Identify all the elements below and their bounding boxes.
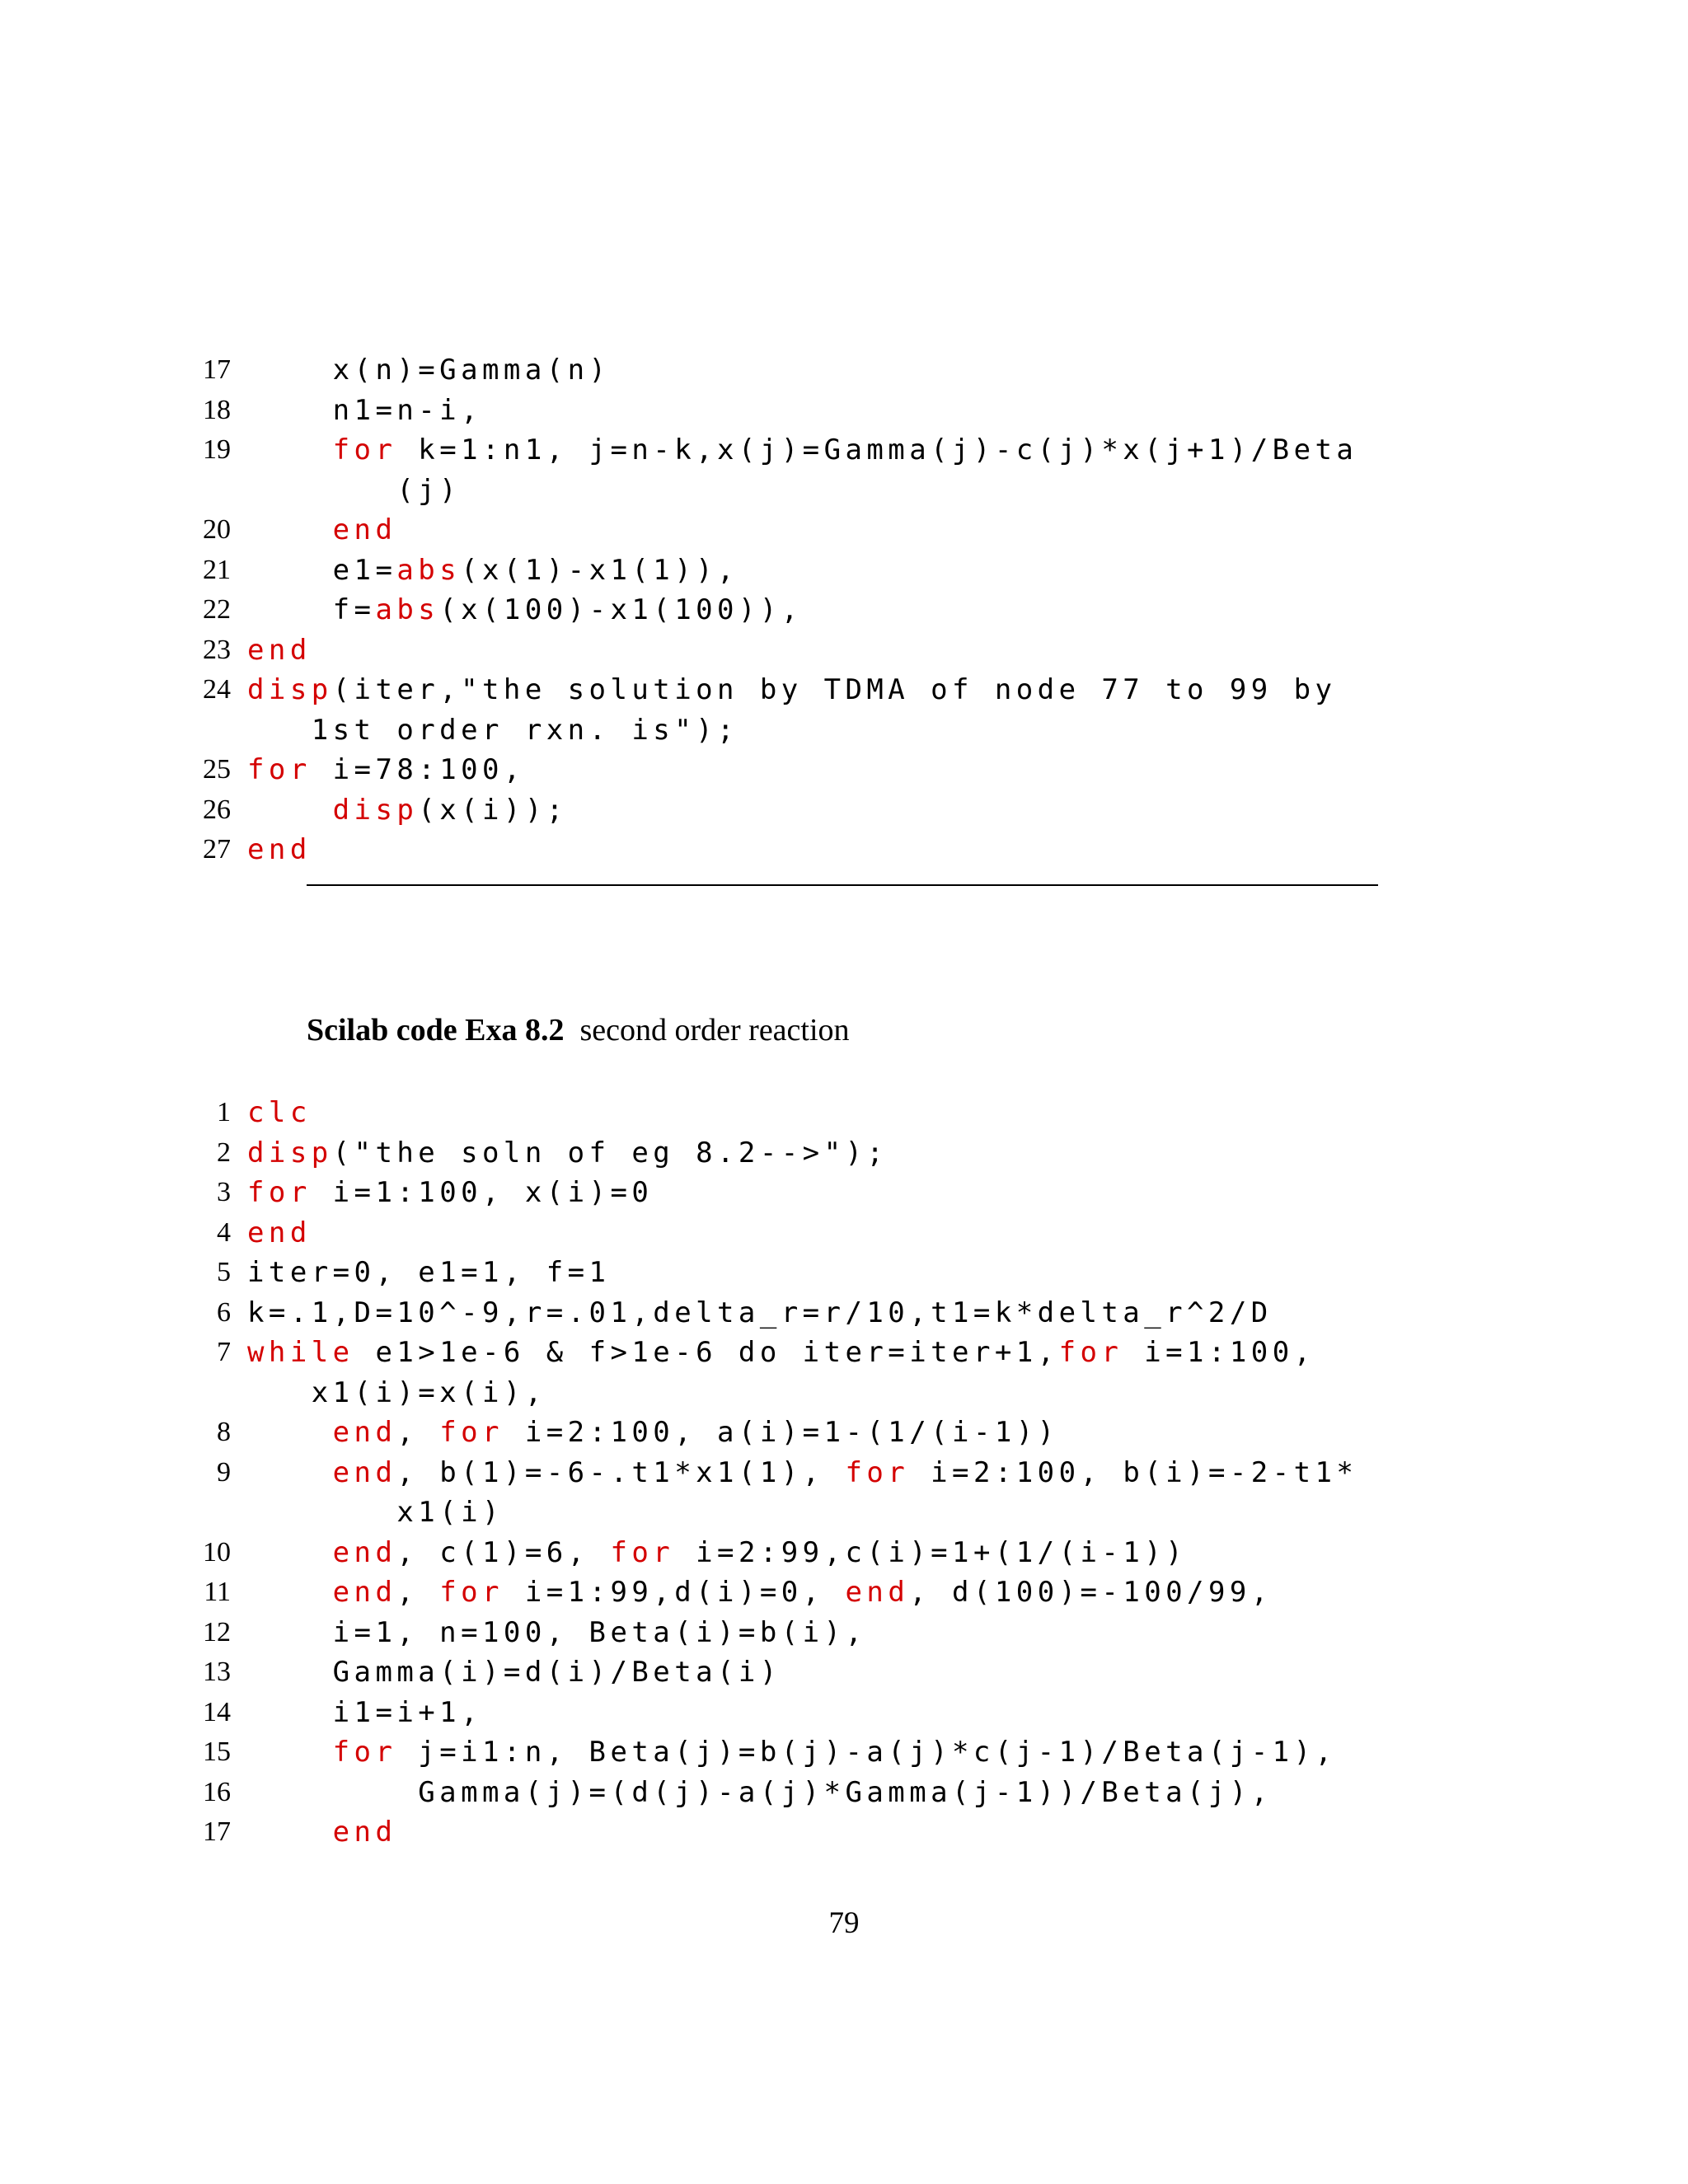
line-number: 15 [203, 1736, 231, 1767]
code-line [203, 1533, 1401, 1573]
code-text [247, 1736, 333, 1769]
code-text: iter=0, e1=1, f=1 [247, 1256, 611, 1289]
code-text: , d(100)=-100/99, [909, 1576, 1273, 1609]
code-line [203, 1732, 1401, 1773]
code-line [204, 1572, 1401, 1613]
line-number: 21 [203, 554, 231, 585]
code-line [203, 510, 1401, 551]
code-keyword: for [332, 434, 397, 466]
code-line [203, 1652, 1401, 1693]
code-keyword: for [247, 1176, 312, 1209]
code-keyword: for [1058, 1336, 1123, 1369]
line-number: 20 [203, 514, 231, 545]
line-number: 17 [203, 1816, 231, 1847]
line-number: 6 [217, 1296, 231, 1328]
code-text: (x(100)-x1(100)), [439, 593, 803, 626]
code-line [203, 1773, 1401, 1813]
line-number: 11 [204, 1577, 231, 1607]
code-line [217, 1453, 1401, 1493]
line-number: 8 [217, 1417, 231, 1447]
listing-rule [307, 884, 1378, 886]
code-line [247, 710, 1401, 751]
code-text: , b(1)=-6-.t1*x1(1), [396, 1455, 846, 1489]
line-number: 1 [217, 1097, 231, 1127]
line-number: 17 [203, 354, 231, 385]
code-text: i=1:100, [1123, 1336, 1315, 1369]
code-keyword: for [332, 1736, 397, 1769]
code-line [203, 630, 1401, 671]
code-text: x1(i)=x(i), [247, 1376, 546, 1409]
code-line [203, 1613, 1401, 1653]
page-number: 79 [828, 1906, 860, 1940]
code-line [217, 1413, 1401, 1453]
code-text: Gamma(i)=d(i)/Beta(i) [247, 1656, 781, 1689]
code-line [217, 1133, 1401, 1174]
code-text: x1(i) [247, 1496, 504, 1529]
code-text: e1= [247, 553, 397, 587]
code-line [203, 350, 1401, 391]
code-keyword: disp [247, 673, 333, 706]
line-number: 27 [203, 834, 231, 865]
line-number: 4 [217, 1216, 231, 1248]
code-keyword: end [332, 1416, 397, 1449]
listing-heading-label: Scilab code Exa 8.2 [307, 1013, 565, 1047]
line-number: 26 [203, 794, 231, 825]
code-line [217, 1213, 1401, 1254]
code-line [247, 1373, 1401, 1413]
code-text [247, 1576, 333, 1609]
line-number: 3 [217, 1177, 231, 1207]
code-line [203, 1812, 1401, 1853]
code-keyword: for [247, 753, 312, 786]
code-text: x(n)=Gamma(n) [247, 354, 611, 387]
code-line [203, 430, 1401, 471]
code-keyword: abs [375, 593, 440, 626]
code-text: (x(1)-x1(1)), [461, 553, 738, 587]
listing-heading [307, 1010, 850, 1050]
line-number: 10 [203, 1536, 231, 1568]
code-listing-top [203, 350, 1401, 870]
code-text: , [396, 1416, 440, 1449]
code-line [203, 750, 1401, 790]
code-line [247, 1493, 1401, 1533]
code-line [217, 1253, 1401, 1293]
code-text: k=1:n1, j=n-k,x(j)=Gamma(j)-c(j)*x(j+1)/Beta [396, 434, 1358, 466]
code-text [247, 1536, 333, 1569]
line-number: 9 [217, 1456, 231, 1488]
code-text: Gamma(j)=(d(j)-a(j)*Gamma(j-1))/Beta(j), [247, 1775, 1273, 1809]
code-text: (x(i)); [418, 793, 568, 827]
code-keyword: for [439, 1576, 504, 1609]
code-text: , [396, 1576, 440, 1609]
code-keyword: end [247, 633, 312, 667]
code-line [203, 830, 1401, 870]
code-text: i=78:100, [311, 753, 525, 786]
code-keyword: end [332, 1455, 397, 1489]
code-text: ("the soln of eg 8.2-->"); [332, 1136, 889, 1169]
code-line [217, 1093, 1401, 1133]
code-line [203, 590, 1401, 630]
code-text [247, 434, 333, 466]
code-listing-bottom [203, 1093, 1401, 1853]
code-keyword: disp [247, 1136, 333, 1169]
line-number: 14 [203, 1696, 231, 1727]
line-number: 23 [203, 634, 231, 665]
code-text: j=i1:n, Beta(j)=b(j)-a(j)*c(j-1)/Beta(j-1), [396, 1736, 1337, 1769]
line-number: 18 [203, 394, 231, 425]
code-text [247, 513, 333, 546]
line-number: 2 [217, 1137, 231, 1168]
line-number: 5 [217, 1257, 231, 1287]
code-keyword: abs [396, 553, 462, 587]
code-line [217, 1293, 1401, 1333]
code-text: i1=i+1, [247, 1695, 483, 1729]
code-keyword: end [332, 1535, 397, 1569]
code-text: i=1, n=100, Beta(i)=b(i), [247, 1615, 867, 1649]
code-keyword: for [845, 1455, 910, 1489]
code-line [203, 551, 1401, 591]
code-text: , c(1)=6, [396, 1535, 611, 1569]
code-text [247, 1416, 333, 1449]
code-line [247, 471, 1401, 511]
code-text [247, 1816, 333, 1849]
code-line [217, 1333, 1401, 1373]
code-keyword: end [247, 1216, 312, 1249]
code-keyword: end [247, 833, 312, 866]
code-text: 1st order rxn. is"); [247, 713, 738, 747]
code-line [203, 391, 1401, 431]
code-text: n1=n-i, [247, 393, 483, 427]
code-keyword: for [439, 1416, 504, 1449]
code-keyword: while [247, 1336, 354, 1369]
code-text: (j) [247, 473, 462, 507]
code-text: i=1:100, x(i)=0 [311, 1176, 654, 1209]
code-text: k=.1,D=10^-9,r=.01,delta_r=r/10,t1=k*delta_r^2/D [247, 1296, 1273, 1329]
code-line [203, 790, 1401, 831]
code-text: f= [247, 593, 376, 626]
code-keyword: end [332, 1816, 397, 1849]
line-number: 7 [217, 1337, 231, 1367]
line-number: 24 [203, 674, 231, 705]
code-keyword: end [332, 1576, 397, 1609]
line-number: 13 [203, 1657, 231, 1687]
listing-heading-title: second order reaction [579, 1013, 850, 1047]
code-keyword: for [610, 1535, 675, 1569]
code-line [203, 1693, 1401, 1733]
line-number: 12 [203, 1616, 231, 1647]
code-keyword: clc [247, 1096, 312, 1129]
code-text [247, 794, 333, 827]
code-text: (iter,"the solution by TDMA of node 77 to 99 by [332, 673, 1337, 706]
code-text: i=2:100, b(i)=-2-t1* [909, 1455, 1358, 1489]
code-keyword: end [845, 1576, 910, 1609]
code-text [247, 1456, 333, 1489]
code-keyword: end [332, 513, 397, 546]
code-text: e1>1e-6 & f>1e-6 do iter=iter+1, [354, 1336, 1059, 1369]
line-number: 22 [203, 594, 231, 625]
code-text: i=2:99,c(i)=1+(1/(i-1)) [674, 1535, 1188, 1569]
line-number: 25 [203, 754, 231, 785]
code-keyword: disp [332, 793, 419, 827]
code-line [217, 1173, 1401, 1213]
code-line [203, 670, 1401, 710]
code-text: i=2:100, a(i)=1-(1/(i-1)) [503, 1416, 1059, 1449]
line-number: 19 [203, 434, 231, 465]
line-number: 16 [203, 1776, 231, 1807]
code-text: i=1:99,d(i)=0, [503, 1576, 846, 1609]
